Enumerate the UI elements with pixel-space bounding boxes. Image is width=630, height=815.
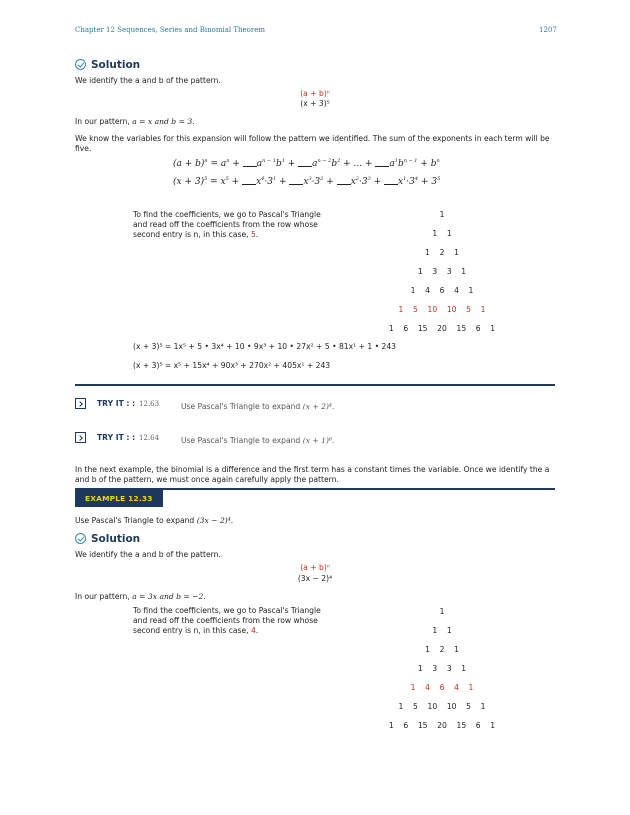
specific-expansion: $(x + 3)^5 = x^5 + x^4\cdot 3^1 + x^3\cdot 3^2 + x^2\cdot 3^3 + x^1\cdot 3^4 + 3^5$	[173, 176, 441, 187]
try-it-number: 12.63	[139, 400, 160, 408]
triangle-row: 1 2 1	[425, 645, 459, 654]
try-it-label: TRY IT : :	[97, 399, 136, 408]
triangle-row-highlight: 1 5 10 10 5 1	[398, 305, 486, 314]
next-example-text: In the next example, the binomial is a difference and the first term has a constant times the variable. Once we identify the a and b of the pattern, we must once again carefully apply the pattern.	[75, 465, 550, 484]
in-pattern-prefix: In our pattern,	[75, 117, 130, 126]
triangle-row: 1 3 3 1	[417, 664, 467, 673]
solution-heading: Solution	[91, 533, 141, 545]
try-it-expand-icon[interactable]	[75, 398, 86, 409]
pattern-specific: (3x − 2)⁴	[297, 574, 333, 583]
coef-instructions: To find the coefficients, we go to Pascal's Triangle and read off the coefficients from the row whose second entry is n, in this case, 4.	[133, 606, 321, 635]
page-number: 1207	[539, 26, 557, 34]
example-prompt: Use Pascal's Triangle to expand (3x − 2)⁴.	[75, 516, 234, 525]
example-badge: EXAMPLE 12.33	[75, 490, 163, 507]
try-it-text: Use Pascal's Triangle to expand (x + 2)⁴.	[181, 402, 335, 411]
triangle-row: 1 6 15 20 15 6 1	[388, 324, 496, 333]
triangle-row: 1 6 15 20 15 6 1	[388, 721, 496, 730]
section-divider	[75, 384, 555, 386]
triangle-row: 1 4 6 4 1	[410, 286, 474, 295]
try-it-number: 12.64	[139, 434, 160, 442]
pattern-general: (a + b)ⁿ	[300, 563, 330, 572]
try-it-label: TRY IT : :	[97, 433, 136, 442]
triangle-row: 1 1	[432, 229, 452, 238]
triangle-row: 1 3 3 1	[417, 267, 467, 276]
expansion-step-1: (x + 3)⁵ = 1x⁵ + 5 • 3x⁴ + 10 • 9x³ + 10 • 27x² + 5 • 81x¹ + 1 • 243	[133, 342, 396, 351]
solution-heading: Solution	[91, 59, 141, 71]
identify-text: We identify the a and b of the pattern.	[75, 76, 221, 85]
triangle-row: 1 2 1	[425, 248, 459, 257]
in-pattern-line: In our pattern, a = 3x and b = −2.	[75, 592, 206, 601]
variables-text: We know the variables for this expansion will follow the pattern we identified. The sum of the exponents in each term will be five.	[75, 134, 550, 153]
coef-instructions: To find the coefficients, we go to Pascal's Triangle and read off the coefficients from the row whose second entry is n, in this case, 5.	[133, 210, 321, 239]
in-pattern-math: a = x and b = 3.	[132, 117, 195, 126]
triangle-row: 1	[439, 210, 445, 219]
try-it-expand-icon[interactable]	[75, 432, 86, 443]
try-it-text: Use Pascal's Triangle to expand (x + 1)⁶.	[181, 436, 335, 445]
coef-value: 4	[251, 626, 256, 635]
pattern-general: (a + b)ⁿ	[300, 89, 330, 98]
check-circle-icon	[75, 533, 86, 544]
triangle-row: 1 1	[432, 626, 452, 635]
general-expansion: $(a + b)^n = a^n + a^{n - 1}b^1 + a^{n - 2}b^2$ + ... + $a^1b^{n - 1} + b^n$	[173, 158, 440, 169]
chapter-header: Chapter 12 Sequences, Series and Binomial Theorem	[75, 26, 266, 34]
triangle-row-highlight: 1 4 6 4 1	[410, 683, 474, 692]
coef-value: 5	[251, 230, 256, 239]
pattern-specific: (x + 3)⁵	[300, 99, 330, 108]
identify-text: We identify the a and b of the pattern.	[75, 550, 221, 559]
triangle-row: 1	[439, 607, 445, 616]
check-circle-icon	[75, 59, 86, 70]
in-pattern-line	[75, 117, 195, 127]
triangle-row: 1 5 10 10 5 1	[398, 702, 486, 711]
expansion-result: (x + 3)⁵ = x⁵ + 15x⁴ + 90x³ + 270x² + 405x¹ + 243	[133, 361, 331, 370]
